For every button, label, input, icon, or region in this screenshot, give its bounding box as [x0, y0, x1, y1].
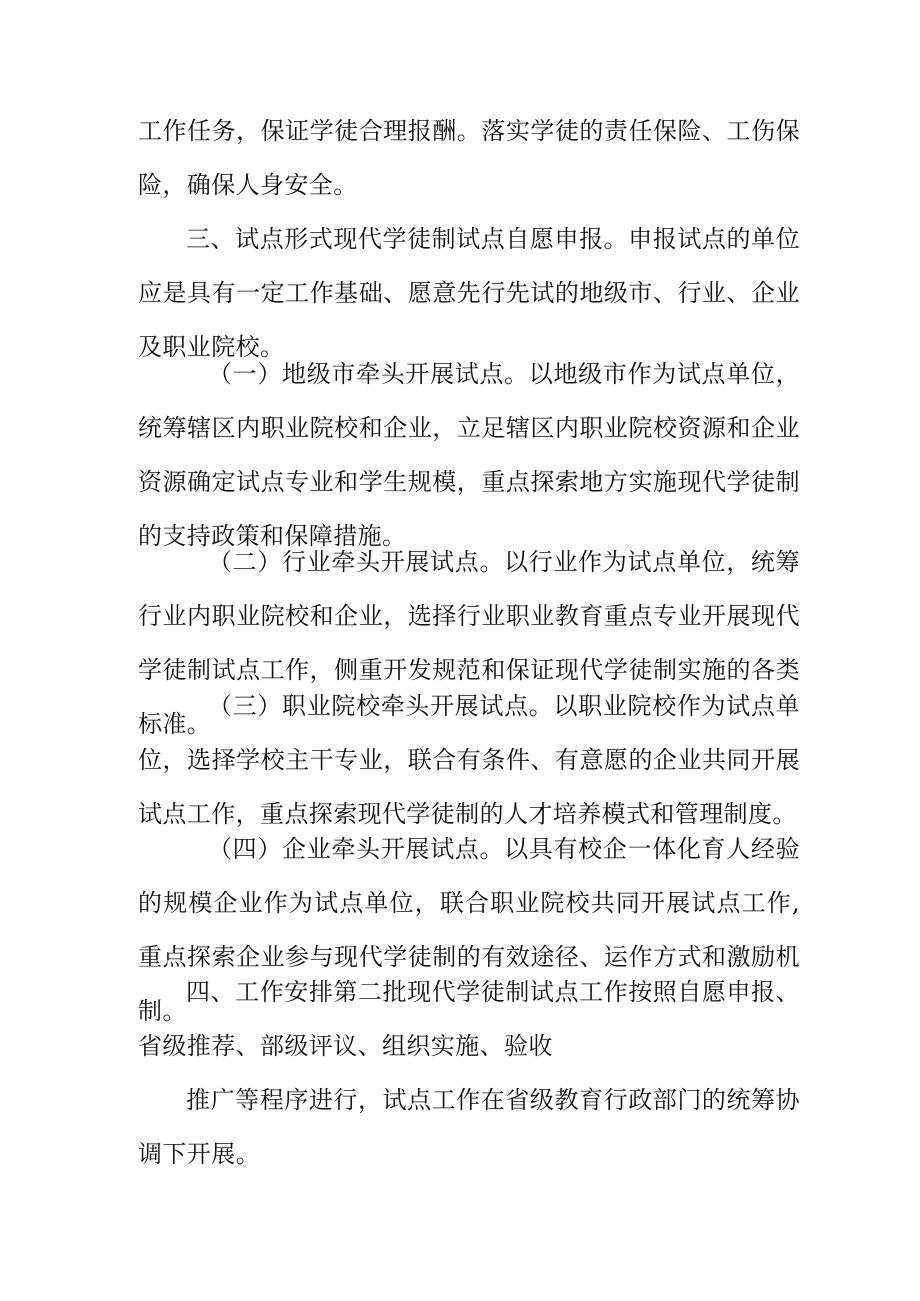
paragraph-item-three: （三）职业院校牵头开展试点。以职业院校作为试点单位，选择学校主干专业，联合有条件、有意愿的企业共同开展试点工作，重点探索现代学徒制的人才培养模式和管理制度。: [138, 692, 800, 828]
paragraph-item-two: （二）行业牵头开展试点。以行业作为试点单位，统筹行业内职业院校和企业，选择行业职业教育重点专业开展现代学徒制试点工作，侧重开发规范和保证现代学徒制实施的各类标准。: [138, 548, 800, 738]
paragraph-item-one: （一）地级市牵头开展试点。以地级市作为试点单位，统筹辖区内职业院校和企业，立足辖区内职业院校资源和企业资源确定试点专业和学生规模，重点探索地方实施现代学徒制的支持政策和保障措施。: [138, 360, 800, 550]
paragraph-continuation: 工作任务，保证学徒合理报酬。落实学徒的责任保险、工伤保险，确保人身安全。: [138, 117, 800, 199]
paragraph-section-four: 四、工作安排第二批现代学徒制试点工作按照自愿申报、省级推荐、部级评议、组织实施、验收: [138, 978, 800, 1060]
paragraph-item-four: （四）企业牵头开展试点。以具有校企一体化育人经验的规模企业作为试点单位，联合职业院校共同开展试点工作,重点探索企业参与现代学徒制的有效途径、运作方式和激励机制。: [138, 835, 800, 1025]
paragraph-section-four-continued: 推广等程序进行，试点工作在省级教育行政部门的统筹协调下开展。: [138, 1086, 800, 1168]
paragraph-section-three: 三、试点形式现代学徒制试点自愿申报。申报试点的单位应是具有一定工作基础、愿意先行先试的地级市、行业、企业及职业院校。: [138, 225, 800, 361]
